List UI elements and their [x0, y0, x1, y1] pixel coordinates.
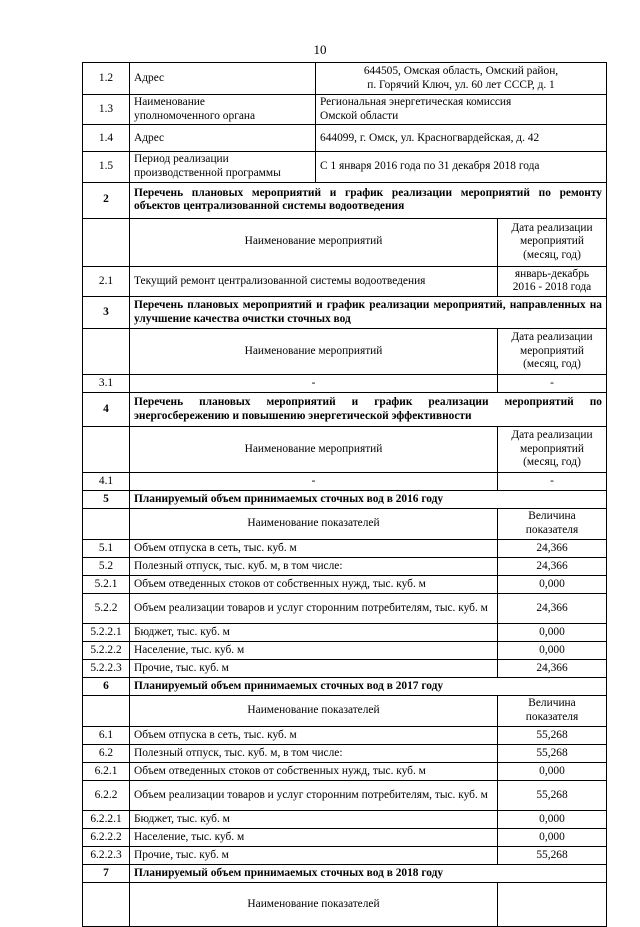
section-title: Перечень плановых мероприятий и график реализации мероприятий по ремонту объектов централизованной системы водоотведения [130, 182, 607, 218]
row-name: Объем реализации товаров и услуг сторонним потребителям, тыс. куб. м [130, 781, 498, 811]
row-label-line: Период реализации [134, 153, 229, 166]
column-header-name: Наименование мероприятий [130, 329, 498, 375]
row-name: Полезный отпуск, тыс. куб. м, в том числе: [130, 558, 498, 576]
column-header-name: Наименование показателей [130, 883, 498, 927]
row-date [498, 266, 607, 296]
row-number: 6.1 [83, 727, 130, 745]
table-row [83, 125, 607, 152]
section-header [83, 182, 607, 218]
row-number: 6.2 [83, 745, 130, 763]
section-title: Планируемый объем принимаемых сточных вод в 2016 году [130, 491, 607, 509]
row-number: 1.5 [83, 152, 130, 182]
table-row [83, 63, 607, 95]
table-row [83, 642, 607, 660]
row-name: Население, тыс. куб. м [130, 642, 498, 660]
page-number: 10 [313, 42, 327, 57]
row-number: 5.2 [83, 558, 130, 576]
table-row [83, 745, 607, 763]
table-row [83, 95, 607, 125]
section-header [83, 491, 607, 509]
section-number: 5 [83, 491, 130, 509]
row-name: Прочие, тыс. куб. м [130, 660, 498, 678]
column-header-name: Наименование показателей [130, 509, 498, 540]
row-number: 3.1 [83, 375, 130, 393]
column-header-date: Дата реализации мероприятий (месяц, год) [498, 427, 607, 473]
row-number: 5.2.1 [83, 576, 130, 594]
row-value: 0,000 [498, 624, 607, 642]
row-name: Бюджет, тыс. куб. м [130, 624, 498, 642]
section-header [83, 393, 607, 427]
row-name: Объем отведенных стоков от собственных нужд, тыс. куб. м [130, 576, 498, 594]
row-number: 1.4 [83, 125, 130, 152]
row-value: 0,000 [498, 576, 607, 594]
table-row [83, 847, 607, 865]
row-date: - [498, 375, 607, 393]
row-number: 5.2.2.3 [83, 660, 130, 678]
row-value [316, 95, 607, 125]
row-number: 6.2.2.2 [83, 829, 130, 847]
row-value [316, 63, 607, 95]
row-value-line: п. Горячий Ключ, ул. 60 лет СССР, д. 1 [367, 78, 555, 91]
row-value: 24,366 [498, 540, 607, 558]
row-value: 55,268 [498, 781, 607, 811]
table-row [83, 624, 607, 642]
row-date: - [498, 473, 607, 491]
row-label: Адрес [130, 63, 316, 95]
row-label: Адрес [130, 125, 316, 152]
table-row [83, 594, 607, 624]
column-header-name: Наименование показателей [130, 696, 498, 727]
table-row [83, 540, 607, 558]
table-row [83, 558, 607, 576]
table-row [83, 727, 607, 745]
program-table [82, 62, 607, 927]
section-number: 7 [83, 865, 130, 883]
row-name: Объем отпуска в сеть, тыс. куб. м [130, 540, 498, 558]
table-row [83, 473, 607, 491]
section-header [83, 297, 607, 329]
row-label [130, 152, 316, 182]
row-number: 5.2.2.2 [83, 642, 130, 660]
table-row [83, 781, 607, 811]
row-name: Население, тыс. куб. м [130, 829, 498, 847]
row-number: 6.2.2.1 [83, 811, 130, 829]
row-value: 0,000 [498, 642, 607, 660]
section-title: Перечень плановых мероприятий и график реализации мероприятий по энергосбережению и повышению энергетической эффективности [130, 393, 607, 427]
row-number: 5.2.2.1 [83, 624, 130, 642]
column-header-date: Дата реализации мероприятий (месяц, год) [498, 329, 607, 375]
section-number: 6 [83, 678, 130, 696]
section-number: 4 [83, 393, 130, 427]
row-name: Полезный отпуск, тыс. куб. м, в том числе: [130, 745, 498, 763]
row-number: 1.3 [83, 95, 130, 125]
row-value: 644099, г. Омск, ул. Красногвардейская, д. 42 [316, 125, 607, 152]
section-title: Перечень плановых мероприятий и график реализации мероприятий, направленных на улучшение качества очистки сточных вод [130, 297, 607, 329]
row-number: 6.2.2.3 [83, 847, 130, 865]
column-header-row [83, 218, 607, 266]
row-label-line: Наименование [134, 96, 205, 108]
row-value: 24,366 [498, 660, 607, 678]
row-name: Объем реализации товаров и услуг сторонним потребителям, тыс. куб. м [130, 594, 498, 624]
table-row [83, 811, 607, 829]
column-header-row [83, 509, 607, 540]
row-number: 6.2.2 [83, 781, 130, 811]
row-value: 0,000 [498, 811, 607, 829]
row-date-line: январь-декабрь [514, 267, 590, 280]
row-name: Прочие, тыс. куб. м [130, 847, 498, 865]
row-value: 24,366 [498, 558, 607, 576]
column-header-date: Дата реализации мероприятий (месяц, год) [498, 218, 607, 266]
table-row [83, 576, 607, 594]
row-value: 55,268 [498, 745, 607, 763]
table-row [83, 829, 607, 847]
row-name: Объем отведенных стоков от собственных нужд, тыс. куб. м [130, 763, 498, 781]
row-number: 5.1 [83, 540, 130, 558]
row-value: 0,000 [498, 829, 607, 847]
table-row [83, 266, 607, 296]
row-value-line: Региональная энергетическая комиссия [320, 96, 512, 108]
row-value: 55,268 [498, 727, 607, 745]
row-number: 1.2 [83, 63, 130, 95]
row-date-line: 2016 - 2018 года [512, 281, 592, 294]
row-name: - [130, 375, 498, 393]
column-header-value: Величина показателя [498, 509, 607, 540]
column-header-name: Наименование мероприятий [130, 218, 498, 266]
row-name: Бюджет, тыс. куб. м [130, 811, 498, 829]
table-row [83, 660, 607, 678]
row-label-line: производственной программы [134, 167, 281, 180]
section-number: 2 [83, 182, 130, 218]
column-header-row [83, 696, 607, 727]
column-header-name: Наименование мероприятий [130, 427, 498, 473]
row-value: 55,268 [498, 847, 607, 865]
section-title: Планируемый объем принимаемых сточных вод в 2018 году [130, 865, 607, 883]
row-number: 2.1 [83, 266, 130, 296]
column-header-value: Величина показателя [498, 696, 607, 727]
column-header-row [83, 427, 607, 473]
row-value-line: Омской области [320, 109, 399, 122]
table-row [83, 152, 607, 182]
row-number: 6.2.1 [83, 763, 130, 781]
column-header-row [83, 329, 607, 375]
section-header [83, 865, 607, 883]
section-header [83, 678, 607, 696]
row-value-line: 644505, Омская область, Омский район, [363, 64, 559, 77]
row-name: - [130, 473, 498, 491]
row-number: 4.1 [83, 473, 130, 491]
section-title: Планируемый объем принимаемых сточных вод в 2017 году [130, 678, 607, 696]
section-number: 3 [83, 297, 130, 329]
row-name: Текущий ремонт централизованной системы водоотведения [130, 266, 498, 296]
row-label [130, 95, 316, 125]
table-row [83, 763, 607, 781]
row-value: 0,000 [498, 763, 607, 781]
row-name: Объем отпуска в сеть, тыс. куб. м [130, 727, 498, 745]
row-value: С 1 января 2016 года по 31 декабря 2018 года [316, 152, 607, 182]
row-number: 5.2.2 [83, 594, 130, 624]
row-label-line: уполномоченного органа [134, 109, 256, 122]
row-value: 24,366 [498, 594, 607, 624]
table-row [83, 375, 607, 393]
